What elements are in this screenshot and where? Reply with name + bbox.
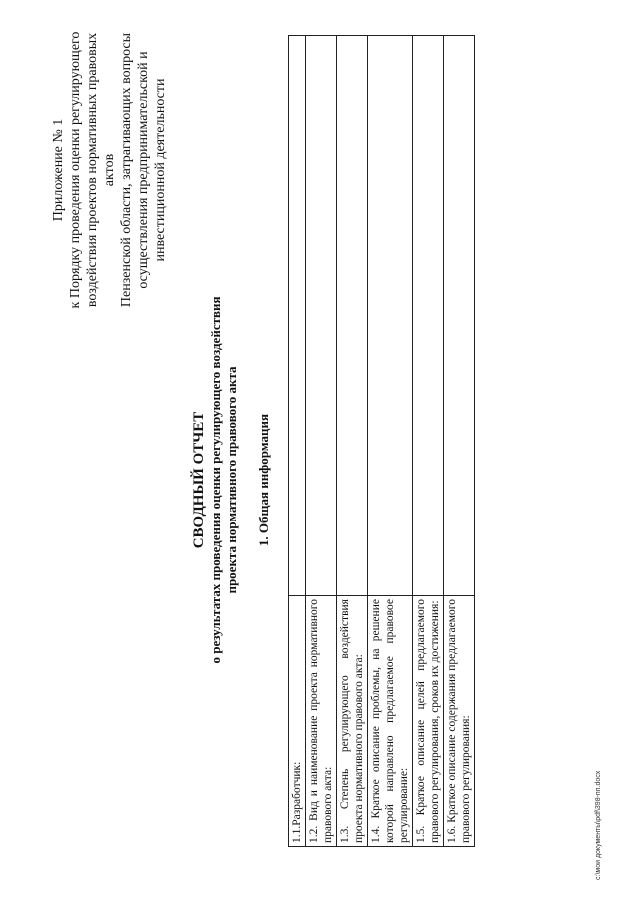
row-label: 1.2. Вид и наименование проекта нормативного правового акта: (306, 596, 337, 847)
report-subtitle: о результатах проведения оценки регулирующего воздействия (208, 296, 223, 664)
general-info-table (288, 35, 475, 847)
appendix-header (50, 20, 169, 320)
table-row (368, 36, 413, 847)
row-value-field[interactable] (306, 36, 337, 596)
appendix-line: к Порядку проведения оценки регулирующего (68, 31, 83, 309)
section-title: 1. Общая информация (256, 413, 271, 547)
row-value-field[interactable] (444, 36, 475, 596)
row-label: 1.1.Разработчик: (289, 596, 306, 847)
table-row (289, 36, 306, 847)
row-value-field[interactable] (289, 36, 306, 596)
row-label: 1.4. Краткое описание проблемы, на решение которой направлено предлагаемое правовое регулирование: (368, 596, 413, 847)
appendix-line: инвестиционной деятельности (153, 78, 168, 262)
row-label: 1.5. Краткое описание целей предлагаемого правового регулирования, сроков их достижения: (413, 596, 444, 847)
report-title: СВОДНЫЙ ОТЧЕТ (191, 411, 207, 549)
appendix-line: воздействия проектов нормативных правовых актов (85, 32, 117, 308)
appendix-number: Приложение № 1 (51, 118, 66, 222)
rotated-content (20, 20, 620, 880)
table-row (444, 36, 475, 847)
appendix-line: осуществления предпринимательской и (136, 51, 151, 289)
report-title-block (190, 200, 240, 760)
row-value-field[interactable] (413, 36, 444, 596)
row-value-field[interactable] (337, 36, 368, 596)
row-value-field[interactable] (368, 36, 413, 596)
table-row (337, 36, 368, 847)
table-row (413, 36, 444, 847)
table-row (306, 36, 337, 847)
file-path-footer: c:\мои документы\pdf\398-пп.docx (595, 770, 602, 880)
row-label: 1.6. Краткое описание содержания предлагаемого правового регулирования: (444, 596, 475, 847)
row-label: 1.3. Степень регулирующего воздействия проекта нормативного правового акта: (337, 596, 368, 847)
report-subtitle: проекта нормативного правового акта (224, 366, 239, 594)
appendix-line: Пензенской области, затрагивающих вопросы (119, 32, 134, 308)
